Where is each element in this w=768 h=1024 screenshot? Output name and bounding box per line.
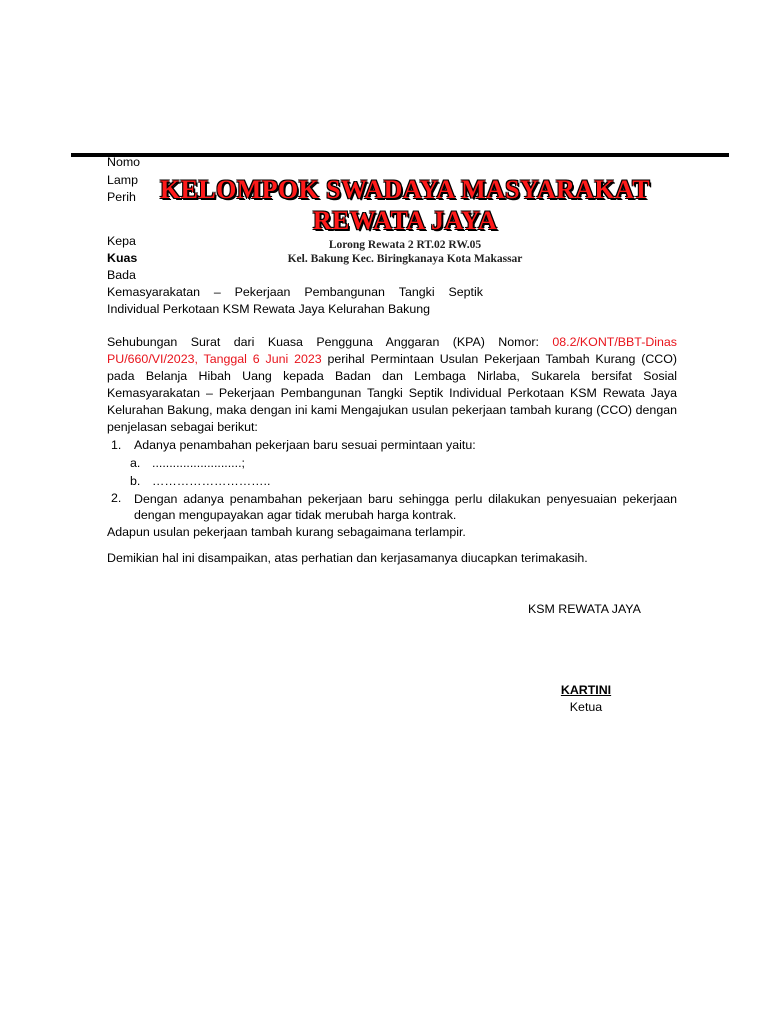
signatory-title: Ketua: [569, 700, 603, 714]
list-item-number: 1.: [111, 438, 122, 452]
letter-date-ref: PU/660/VI/2023, Tanggal 6 Juni 2023: [107, 352, 322, 366]
list-item-text: Dengan adanya penambahan pekerjaan baru sehingga perlu dilakukan penyesuaian pekerjaan: [134, 492, 677, 506]
signatory-name: KARTINI: [560, 683, 612, 697]
recipient-line5: Individual Perkotaan KSM Rewata Jaya Kelurahan Bakung: [107, 302, 431, 316]
para1-line2-suffix: perihal Permintaan Usulan Pekerjaan Tambah Kurang (CCO): [321, 352, 678, 366]
sublist-text: ………………………..: [152, 474, 271, 488]
lampiran-label: Lamp: [107, 173, 138, 187]
para1-line3: pada Belanja Hibah Uang kepada Badan dan Lembaga Nirlaba, Sukarela bersifat Sosial: [107, 369, 677, 383]
closing-text: Demikian hal ini disampaikan, atas perhatian dan kerjasamanya diucapkan terimakasih.: [107, 551, 588, 565]
list-item-number: 2.: [111, 491, 122, 505]
recipient-word: Tangki: [398, 285, 435, 299]
recipient-word: Kemasyarakatan: [107, 285, 200, 299]
recipient-line3: Bada: [107, 268, 136, 282]
para1-line1: [107, 334, 677, 351]
recipient-word: Septik: [448, 285, 483, 299]
recipient-word: –: [213, 285, 221, 299]
para1-line1-prefix: Sehubungan Surat dari Kuasa Pengguna Anggaran (KPA) Nomor:: [107, 335, 553, 349]
recipient-line4: [107, 285, 483, 299]
header-rule: [71, 153, 729, 157]
sublist-text: ..........................;: [152, 456, 245, 470]
para1-line4: Kemasyarakatan – Pekerjaan Pembangunan Tangki Septik Individual Perkotaan KSM Rewata Jaya: [107, 386, 677, 400]
para1-line6: penjelasan sebagai berikut:: [107, 420, 258, 434]
signature-org: KSM REWATA JAYA: [528, 602, 641, 616]
list-item-text: Adanya penambahan pekerjaan baru sesuai permintaan yaitu:: [134, 438, 476, 452]
recipient-line1: Kepa: [107, 234, 136, 248]
recipient-word: Pembangunan: [304, 285, 385, 299]
nomor-label: Nomo: [107, 155, 141, 169]
sublist-label: a.: [130, 456, 141, 470]
letterhead-address-line2: Kel. Bakung Kec. Biringkanaya Kota Makassar: [287, 253, 523, 265]
letter-number-ref: 08.2/KONT/BBT-Dinas: [552, 335, 677, 349]
letterhead: [135, 174, 675, 266]
recipient-line2: Kuas: [107, 251, 138, 265]
letterhead-title-line2: REWATA JAYA: [312, 206, 498, 235]
para1-line5: Kelurahan Bakung, maka dengan ini kami Mengajukan usulan pekerjaan tambah kurang (CCO) dengan: [107, 403, 677, 417]
para1-line2: [107, 351, 677, 368]
after-list-text: Adapun usulan pekerjaan tambah kurang sebagaimana terlampir.: [107, 525, 466, 539]
letterhead-address-line1: Lorong Rewata 2 RT.02 RW.05: [328, 239, 482, 251]
perihal-label: Perih: [107, 190, 136, 204]
list-item-text-cont: dengan mengupayakan agar tidak merubah harga kontrak.: [134, 508, 457, 522]
sublist-label: b.: [130, 474, 141, 488]
recipient-word: Pekerjaan: [234, 285, 291, 299]
letterhead-title-line1: KELOMPOK SWADAYA MASYARAKAT: [160, 175, 650, 204]
